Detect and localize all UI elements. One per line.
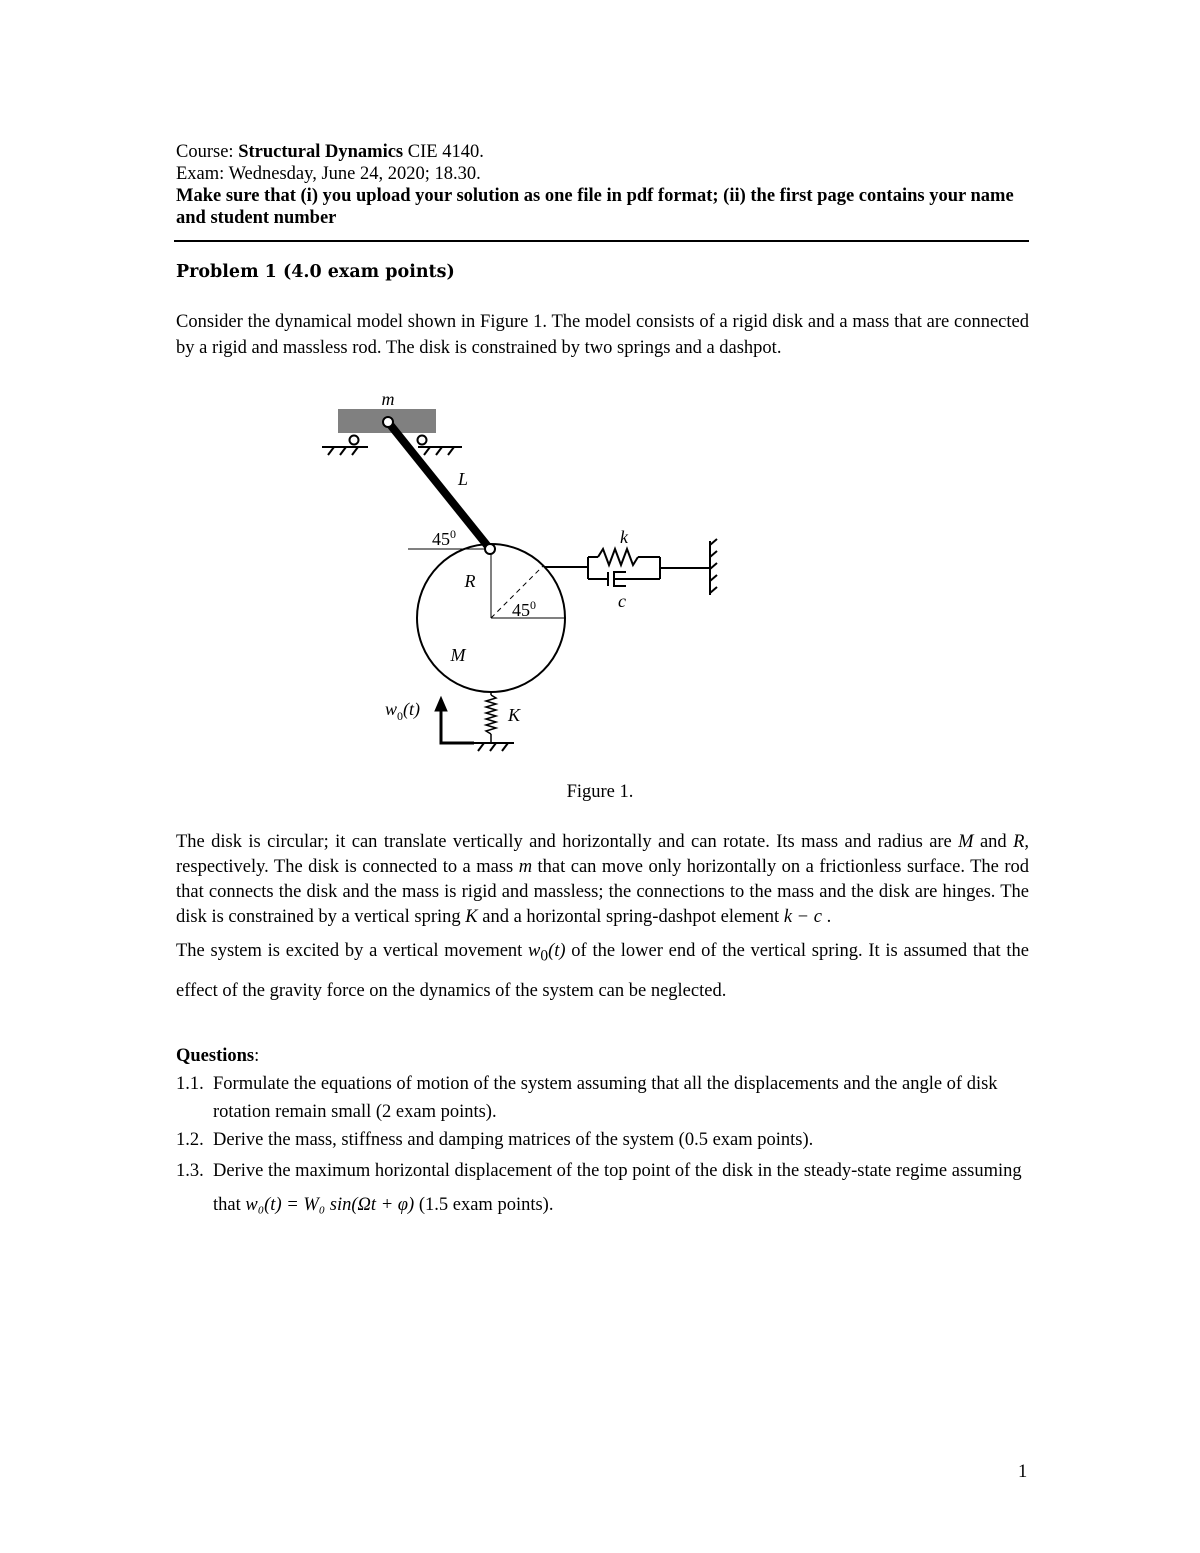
problem-description	[176, 830, 1029, 1008]
course-prefix: Course:	[176, 142, 239, 162]
label-rod-length: L	[457, 469, 469, 489]
label-disk-mass: M	[450, 645, 466, 665]
question-item: 1.3. Derive the maximum horizontal displacement of the top point of the disk in the steady-state regime assuming that w₀(t) = W₀ sin(Ωt + φ) (1.5 exam points).	[176, 1161, 1022, 1215]
course-line	[176, 141, 1028, 163]
vertical-spring	[486, 692, 496, 743]
label-excitation: $w_0(t)$	[385, 699, 421, 723]
page-number: 1	[1018, 1462, 1028, 1482]
question-item: 1.1. Formulate the equations of motion of the system assuming that all the displacements and the angle of disk rotation remain small (2 exam points).	[176, 1074, 998, 1122]
course-name: Structural Dynamics	[238, 142, 404, 162]
label-angle-top: $45^0$	[432, 527, 456, 549]
exam-line: Exam: Wednesday, June 24, 2020; 18.30.	[176, 164, 481, 184]
question-item: 1.2. Derive the mass, stiffness and damping matrices of the system (0.5 exam points).	[176, 1130, 814, 1150]
label-dashpot: c	[618, 591, 626, 611]
excitation-arrow	[435, 697, 474, 743]
problem-intro: Consider the dynamical model shown in Figure 1. The model consists of a rigid disk and a mass that are connected by a rigid and massless rod. The disk is constrained by two springs and a dashpot.	[176, 312, 1029, 358]
label-radius: R	[464, 571, 476, 591]
mass-rollers	[350, 436, 427, 445]
figure-caption: Figure 1.	[566, 782, 634, 802]
ground-hatch-top	[322, 447, 462, 455]
problem-title: Problem 1 (4.0 exam points)	[176, 262, 455, 282]
spring-dashpot-element	[544, 549, 710, 586]
questions-section	[176, 1042, 1029, 1222]
label-spring-horizontal: k	[620, 527, 628, 547]
questions-heading: Questions:	[176, 1046, 260, 1066]
figure-1-diagram	[300, 385, 760, 765]
label-mass: m	[381, 389, 395, 409]
steady-state-formula: w₀(t) = W₀ sin(Ωt + φ)	[245, 1195, 415, 1215]
label-spring-vertical: K	[507, 705, 521, 725]
ground-hatch-bottom	[474, 743, 514, 751]
upload-instructions: Make sure that (i) you upload your solution as one file in pdf format; (ii) the first page contains your name and student number	[176, 186, 1014, 228]
label-angle-inner: $45^0$	[512, 598, 536, 620]
exam-header	[176, 141, 1028, 229]
course-code: CIE 4140.	[403, 142, 484, 162]
paragraph-excitation: The system is excited by a vertical movement $w_0(t)$ of the lower end of the vertical spring. It is assumed that the effect of the gravity force on the dynamics of the system can be neglected.	[176, 941, 1029, 1001]
hinge-top	[383, 417, 393, 427]
paragraph-disk: The disk is circular; it can translate vertically and horizontally and can rotate. Its mass and radius are M and R, respectively. The disk is connected to a mass m that can move only horizontally on a frictionless surface. The rod that connects the disk and the mass is rigid and massless; the connections to the mass and the disk are hinges. The disk is constrained by a vertical spring K and a horizontal spring-dashpot element k − c .	[176, 832, 1029, 927]
ground-hatch-right	[710, 539, 717, 595]
header-divider	[174, 240, 1029, 242]
hinge-disk	[485, 544, 495, 554]
